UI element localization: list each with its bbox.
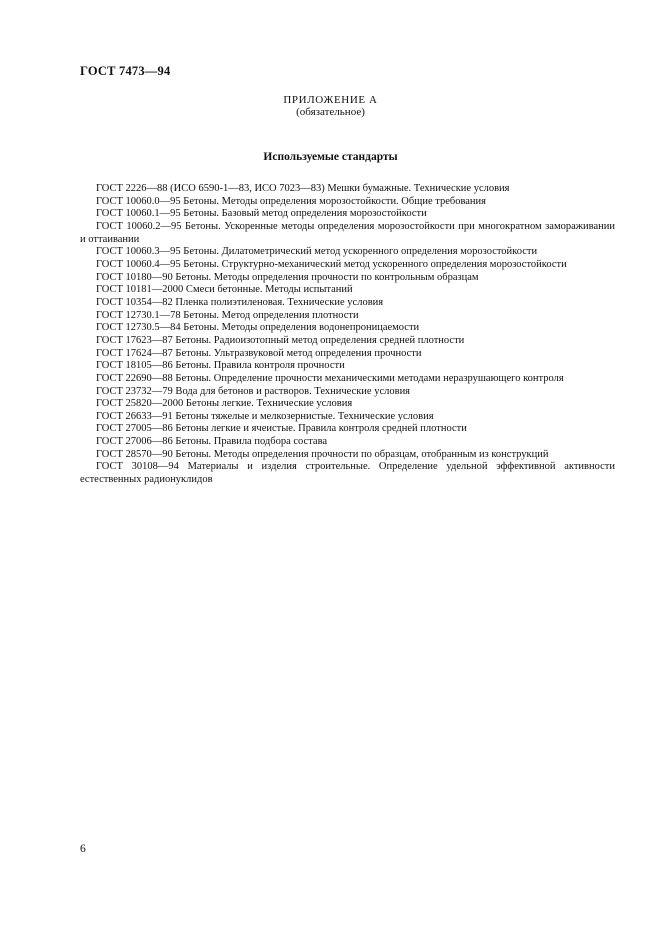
list-item: ГОСТ 10354—82 Пленка полиэтиленовая. Технические условия: [96, 296, 384, 308]
list-item: ГОСТ 18105—86 Бетоны. Правила контроля прочности: [96, 360, 345, 372]
list-item: ГОСТ 2226—88 (ИСО 6590-1—83, ИСО 7023—83) Мешки бумажные. Технические условия: [96, 183, 510, 194]
list-item: ГОСТ 12730.5—84 Бетоны. Методы определения водонепроницаемости: [96, 322, 420, 334]
list-item: ГОСТ 22690—88 Бетоны. Определение прочности механическими методами неразрушающего контроля: [96, 372, 564, 384]
list-item: ГОСТ 10060.1—95 Бетоны. Базовый метод определения морозостойкости: [96, 208, 427, 220]
list-item: ГОСТ 10060.4—95 Бетоны. Структурно-механический метод ускоренного определения морозостойкости: [96, 258, 567, 270]
list-item: ГОСТ 28570—90 Бетоны. Методы определения прочности по образцам, отобранным из конструкций: [96, 448, 549, 460]
list-item: ГОСТ 12730.1—78 Бетоны. Метод определения плотности: [96, 309, 359, 321]
list-item: ГОСТ 26633—91 Бетоны тяжелые и мелкозернистые. Технические условия: [96, 410, 434, 422]
appendix-heading: [0, 94, 661, 118]
list-item: ГОСТ 30108—94 Материалы и изделия строительные. Определение удельной эффективной активности естественных радионуклидов: [80, 461, 615, 486]
list-item: ГОСТ 10060.2—95 Бетоны. Ускоренные методы определения морозостойкости при многократном замораживании и оттаивании: [80, 220, 615, 245]
list-item: ГОСТ 23732—79 Вода для бетонов и растворов. Технические условия: [96, 385, 411, 397]
list-item: ГОСТ 10181—2000 Смеси бетонные. Методы испытаний: [96, 284, 353, 296]
list-item: ГОСТ 10060.3—95 Бетоны. Дилатометрический метод ускоренного определения морозостойкости: [96, 246, 538, 258]
list-item: ГОСТ 17623—87 Бетоны. Радиоизотопный метод определения средней плотности: [96, 334, 465, 346]
section-title: Используемые стандарты: [263, 151, 398, 163]
document-code: ГОСТ 7473—94: [80, 64, 171, 78]
list-item: ГОСТ 25820—2000 Бетоны легкие. Технические условия: [96, 398, 353, 410]
list-item: ГОСТ 10180—90 Бетоны. Методы определения прочности по контрольным образцам: [96, 271, 479, 283]
list-item: ГОСТ 17624—87 Бетоны. Ультразвуковой метод определения прочности: [96, 347, 422, 359]
standards-list: [80, 183, 615, 487]
appendix-title: ПРИЛОЖЕНИЕ А: [283, 94, 378, 106]
list-item: ГОСТ 27006—86 Бетоны. Правила подбора состава: [96, 436, 328, 448]
list-item: ГОСТ 27005—86 Бетоны легкие и ячеистые. Правила контроля средней плотности: [96, 423, 467, 435]
page-number: 6: [80, 843, 86, 855]
appendix-subtitle: (обязательное): [296, 106, 365, 118]
list-item: ГОСТ 10060.0—95 Бетоны. Методы определения морозостойкости. Общие требования: [96, 195, 486, 207]
